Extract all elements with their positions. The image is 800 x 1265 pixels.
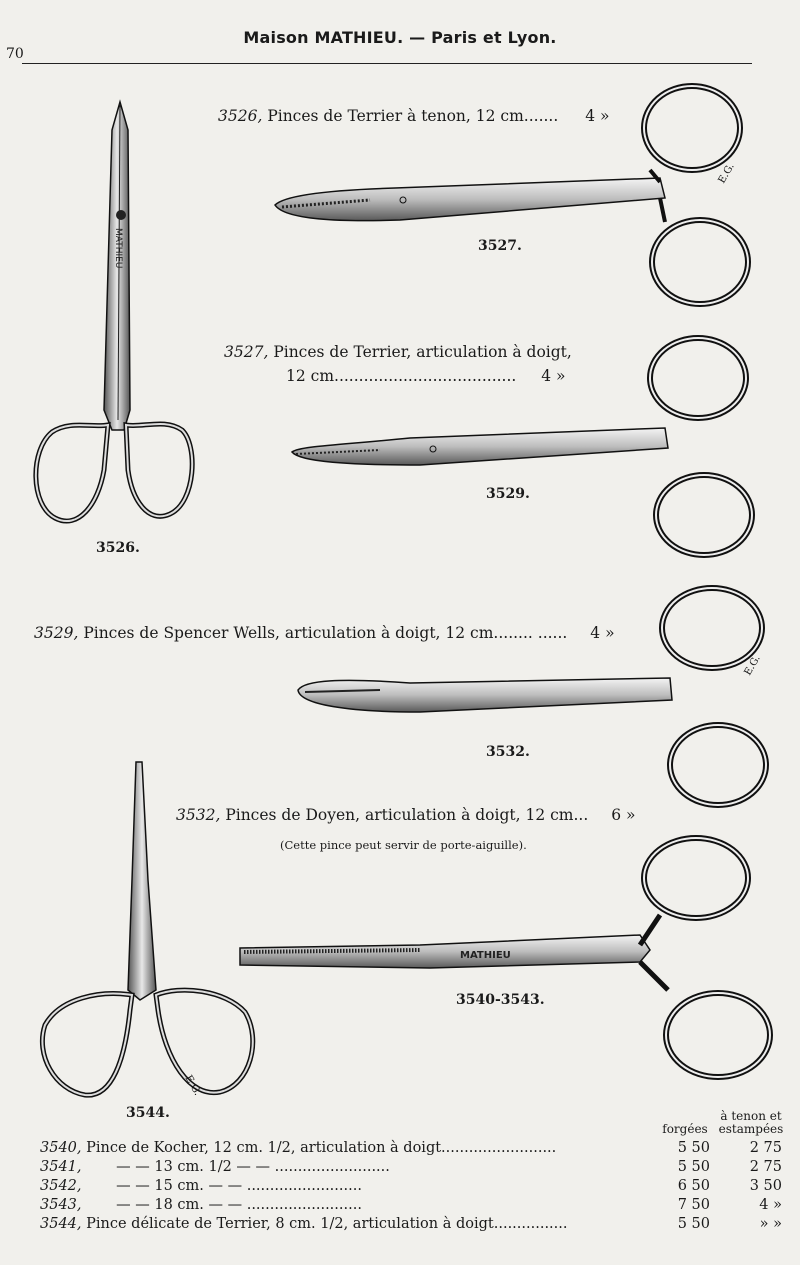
figure-label-3544: 3544. bbox=[126, 1105, 170, 1121]
figure-label-3540: 3540-3543. bbox=[456, 992, 545, 1008]
figure-label-3526: 3526. bbox=[96, 540, 140, 556]
engraver-initials-1: E.G. bbox=[716, 161, 737, 186]
table-row: 3544, Pince délicate de Terrier, 8 cm. 1/2, articulation à doigt................ 5 50 » » bbox=[40, 1216, 782, 1232]
table-row: 3542, — — 15 cm. — — ......................... 6 50 3 50 bbox=[40, 1178, 782, 1194]
price-table bbox=[40, 1140, 790, 1235]
item-3527: 3527, Pinces de Terrier, articulation à doigt, bbox=[224, 343, 572, 361]
item-3532: 3532, Pinces de Doyen, articulation à doigt, 12 cm... 6 » bbox=[176, 806, 636, 824]
forceps-3532-engraving bbox=[298, 588, 766, 805]
item-3527-line2: 12 cm..................................... 4 » bbox=[286, 367, 566, 385]
forceps-3540-engraving bbox=[240, 838, 770, 1077]
forceps-3526-engraving bbox=[36, 102, 192, 521]
page-header: Maison MATHIEU. — Paris et Lyon. bbox=[243, 28, 557, 47]
column-header-tenon: à tenon et estampées bbox=[718, 1109, 784, 1136]
maker-mark-3540: MATHIEU bbox=[460, 950, 511, 961]
table-row: 3540, Pince de Kocher, 12 cm. 1/2, articulation à doigt......................... 5 50 2 75 bbox=[40, 1140, 782, 1156]
item-3529: 3529, Pinces de Spencer Wells, articulation à doigt, 12 cm........ ...... 4 » bbox=[34, 624, 615, 642]
column-header-forgees: forgées bbox=[662, 1122, 708, 1136]
figure-label-3532: 3532. bbox=[486, 744, 530, 760]
maker-mark-3526: MATHIEU bbox=[113, 228, 123, 269]
engraver-initials-3: E.G. bbox=[182, 1073, 203, 1098]
table-row: 3543, — — 18 cm. — — ......................... 7 50 4 » bbox=[40, 1197, 782, 1213]
page-number: 70 bbox=[6, 46, 24, 62]
figure-label-3527: 3527. bbox=[478, 238, 522, 254]
figure-label-3529: 3529. bbox=[486, 486, 530, 502]
item-3526: 3526, Pinces de Terrier à tenon, 12 cm....... 4 » bbox=[218, 107, 610, 125]
item-3532-note: (Cette pince peut servir de porte-aiguille). bbox=[280, 838, 527, 852]
engraver-initials-2: E.G. bbox=[742, 653, 763, 678]
table-row: 3541, — — 13 cm. 1/2 — — ......................... 5 50 2 75 bbox=[40, 1159, 782, 1175]
